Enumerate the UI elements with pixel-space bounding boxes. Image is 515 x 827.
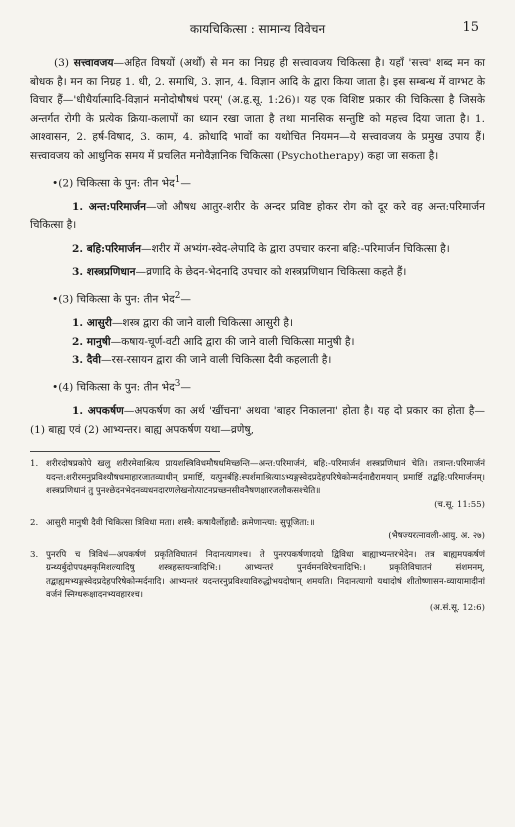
page-header — [30, 20, 485, 42]
footnote — [30, 549, 485, 616]
footnote-citation: (अ.सं.सू. 12:6) — [429, 603, 485, 614]
paragraph-text: —अहित विषयों (अर्थों) से मन का निग्रह ही सत्त्वावजय चिकित्सा है। यहाँ 'सत्त्व' शब्द मन का बोधक है। मन का निग्रह 1. धी, 2. समाधि, 3. ज्ञान, 4. विज्ञान आदि के द्वारा किया जाता है। इस सम्बन्ध में वाग्भट के विचार हैं—'धीधैर्यात्मादि-विज्ञानं मनोदोषौषधं परम्' (अ.हृ.सू. 1:26)। यह एक विशिष्ट प्रकार की चिकित्सा है जिसके अन्तर्गत रोगी के प्रत्येक क्रिया-कलापों का ध्यान रखा जाता है तथा मानसिक सन्तुष्टि को महत्त्व दिया जाता है। 1. आश्वासन, 2. हर्ष-विषाद, 3. काम, 4. क्रोधादि भावों का यथोचित नियमन—ये सत्त्वावजय के प्रमुख उपाय हैं। सत्त्वावजय को आधुनिक समय में प्रचलित मनोवैज्ञानिक चिकित्सा (Psychotherapy) कहा जा सकता है। — [30, 57, 485, 162]
footnote — [30, 517, 485, 544]
list-item — [30, 263, 485, 282]
item-term: 2. बहि:परिमार्जन — [72, 242, 141, 255]
footnote-ref: 2 — [174, 291, 181, 302]
paragraph-number: (3) — [54, 57, 70, 69]
item-term: 1. आसुरी — [72, 317, 112, 330]
page-number: 15 — [462, 20, 479, 35]
item-text: —व्रणादि के छेदन-भेदनादि उपचार को शस्त्रप्रणिधान चिकित्सा कहते हैं। — [135, 266, 407, 279]
item-text: —शस्त्र द्वारा की जाने वाली चिकित्सा आसुरी है। — [111, 317, 293, 330]
section-heading-2 — [30, 171, 485, 193]
list-item — [30, 402, 485, 439]
item-term: 3. दैवी — [72, 354, 102, 367]
item-term: 1. अपकर्षण — [72, 405, 124, 418]
list-item — [30, 333, 485, 352]
section-heading-3 — [30, 287, 485, 309]
footnotes — [30, 458, 485, 615]
item-text: —शरीर में अभ्यंग-स्वेद-लेपादि के द्वारा उपचार करना बहि:-परिमार्जन चिकित्सा है। — [141, 242, 450, 255]
paragraph-sattvavajaya — [30, 54, 485, 166]
footnote-number: 1. — [30, 459, 39, 470]
running-title: कायचिकित्सा : सामान्य विवेचन — [189, 22, 326, 36]
footnote-ref: 3 — [174, 378, 181, 389]
footnote-citation: (भैषज्यरत्नावली-आयु. अ. २७) — [388, 531, 485, 542]
item-text: —जो औषध आतुर-शरीर के अन्दर प्रविष्ट होकर रोग को दूर करे वह अन्त:परिमार्जन चिकित्सा है। — [30, 200, 486, 232]
footnote-separator — [30, 451, 220, 452]
list-item — [30, 314, 485, 333]
list-item — [30, 198, 485, 235]
heading-text: •(3) चिकित्सा के पुन: तीन भेद — [52, 293, 175, 306]
heading-dash: — — [180, 293, 191, 306]
item-text: —अपकर्षण का अर्थ 'खींचना' अथवा 'बाहर निकालना' होता है। यह दो प्रकार का होता है—(1) बाह्य एवं (2) आभ्यन्तर। बाह्य अपकर्षण यथा—व्रणेषु, — [30, 405, 485, 436]
footnote-citation: (च.सू. 11:55) — [434, 499, 485, 510]
list-item — [30, 351, 485, 370]
footnote-text: आसुरी मानुषी दैवी चिकित्सा त्रिविधा मता। शस्त्रै: कषायैर्लोहाद्यै: क्रमेणान्त्या: सुपूजिता:॥ — [46, 517, 315, 528]
footnote-number: 2. — [30, 517, 39, 528]
item-term: 1. अन्त:परिमार्जन — [72, 200, 147, 213]
footnote-text: पुनरपि च त्रिविधं—अपकर्षणं प्रकृतिविघातनं निदानत्यागश्च। ते पुनरपकर्षणादयो द्विविधा बाह्याभ्यन्तरभेदेन। तत्र बाह्यमपकर्षणं ग्रन्थ्यर्बुदोपपक्ष्मकृमिशल्यादिषु शस्त्रहस्तयन्त्रादिभि:। आभ्यन्तरं पुनर्वमनविरेचनादिभि:। प्रकृतिविघातनं संशमनम्, तद्बाह्यमभ्यङ्गस्वेदप्रदेहपरिषेकोन्मर्दनादि। आभ्यन्तरं यदन्तरनुप्रविश्याविरुद्धोभयदोषान् शमयति। निदानत्यागो यथादोषं शीतोष्णासन-व्यायामादीनां वर्जनं स्निग्धरूक्षादनभ्यवहारश्च। — [46, 549, 485, 600]
item-text: —कषाय-चूर्ण-वटी आदि द्वारा की जाने वाली चिकित्सा मानुषी है। — [110, 335, 355, 348]
term-sattvavajaya: सत्त्वावजय — [73, 57, 114, 69]
main-text — [30, 54, 485, 439]
heading-text: •(4) चिकित्सा के पुन: तीन भेद — [52, 381, 175, 394]
section-heading-4 — [30, 375, 485, 397]
list-item — [30, 240, 485, 259]
item-term: 3. शस्त्रप्रणिधान — [72, 266, 136, 279]
footnote — [30, 458, 485, 512]
heading-dash: — — [180, 381, 191, 394]
item-text: —रस-रसायन द्वारा की जाने वाली चिकित्सा दैवी कहलाती है। — [101, 354, 332, 367]
footnote-text: शरीरदोषप्रकोपे खलु शरीरमेवाश्रित्य प्रायशस्त्रिविधमौषधमिच्छन्ति—अन्त:परिमार्जनं, बहि:-परिमार्जनं शस्त्रप्रणिधानं चेति। तत्रान्त:परिमार्जनं यदन्त:शरीरमनुप्रविश्यौषधमाहारजातव्याधीन् प्रमार्ष्टि, यत्पुनर्बहि:स्पर्शमाश्रित्याऽभ्यङ्गस्वेदप्रदेहपरिषेकोन्मर्दनाद्यैरामयान् प्रमार्ष्टि तद्बहि:परिमार्जनम्। शस्त्रप्रणिधानं तु पुनश्छेदनभेदनव्यधनदारणलेखनोत्पाटनप्रच्छनसीवनैषणक्षारजलौकसश्चेति॥ — [46, 459, 485, 497]
heading-text: •(2) चिकित्सा के पुन: तीन भेद — [52, 177, 175, 190]
item-term: 2. मानुषी — [72, 335, 111, 348]
heading-dash: — — [180, 177, 191, 190]
footnote-ref: 1 — [174, 174, 181, 185]
footnote-number: 3. — [30, 549, 39, 560]
